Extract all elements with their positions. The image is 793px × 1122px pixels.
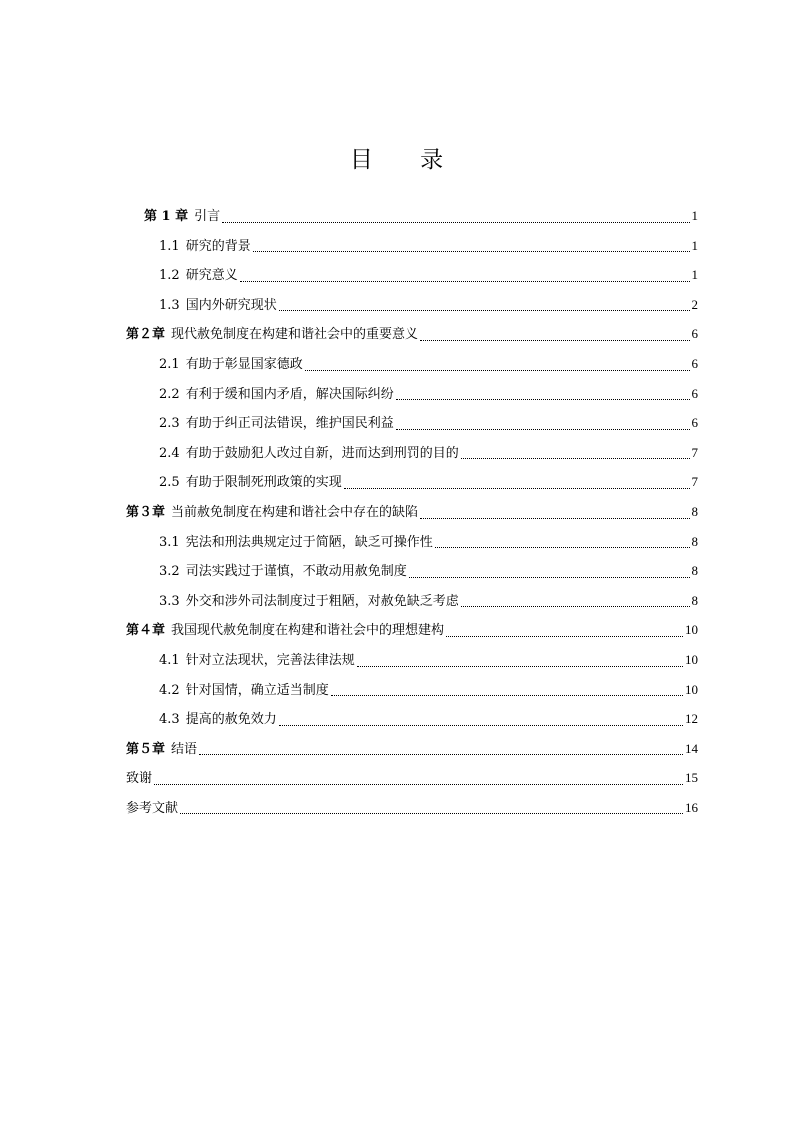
toc-entry-number: 4.1 [159,652,180,668]
toc-entry[interactable] [126,527,698,557]
toc-entry-label [159,439,459,469]
toc-entry[interactable] [126,260,698,290]
toc-entry-label [126,764,152,794]
toc-entry-text: 针对立法现状，完善法律法规 [185,652,355,668]
toc-dot-leader [420,517,689,519]
toc-entry[interactable] [126,319,698,349]
toc-entry-label [159,409,394,439]
toc-entry-number: 1.1 [159,238,180,254]
toc-entry[interactable] [126,615,698,645]
toc-entry-text: 现代赦免制度在构建和谐社会中的重要意义 [171,327,419,343]
toc-entry[interactable] [126,497,698,527]
toc-entry-text: 研究的背景 [185,238,251,254]
toc-entry-text: 引言 [194,209,221,224]
toc-entry-label [159,587,459,617]
toc-dot-leader [420,339,689,341]
toc-entry-page-number: 6 [691,326,698,342]
toc-entry[interactable] [126,763,698,793]
toc-entry-page-number: 14 [685,740,698,756]
toc-entry-text: 有助于纠正司法错误，维护国民利益 [185,416,394,432]
toc-entry-text: 针对国情，确立适当制度 [185,682,329,698]
toc-entry[interactable] [126,349,698,379]
toc-dot-leader [396,428,690,430]
toc-entry[interactable] [126,793,698,823]
toc-entry-page-number: 6 [691,415,698,431]
toc-entry-number: 4.3 [159,712,180,728]
toc-entry-number: 3.3 [159,593,180,609]
toc-dot-leader [409,576,690,578]
toc-entry-page-number: 15 [685,770,698,786]
toc-entry-number: 第４章 [126,623,166,639]
toc-dot-leader [461,605,690,607]
toc-entry[interactable] [126,408,698,438]
toc-entry-page-number: 16 [685,799,698,815]
toc-entry[interactable] [126,201,698,231]
toc-entry-text: 国内外研究现状 [185,297,277,313]
toc-entry-label [159,646,355,676]
toc-entry-page-number: 1 [691,267,698,283]
toc-entry-label [144,202,220,232]
toc-entry-page-number: 8 [691,563,698,579]
toc-entry[interactable] [126,704,698,734]
toc-entry[interactable] [126,734,698,764]
toc-entry-number: 2.2 [159,386,180,402]
toc-entry-page-number: 8 [691,533,698,549]
toc-dot-leader [154,783,683,785]
toc-entry-page-number: 1 [691,237,698,253]
toc-entry-page-number: 8 [691,503,698,519]
toc-dot-leader [199,753,683,755]
toc-entry-number: 2.3 [159,416,180,432]
toc-entry-page-number: 2 [691,296,698,312]
toc-entry-page-number: 10 [685,651,698,667]
toc-dot-leader [446,635,683,637]
toc-entry-number: 第５章 [126,741,166,757]
toc-entry[interactable] [126,379,698,409]
toc-entry-text: 研究意义 [185,268,238,284]
toc-entry-number: 2.5 [159,475,180,491]
toc-entry-text: 宪法和刑法典规定过于简陋，缺乏可操作性 [185,534,433,550]
toc-entry-page-number: 7 [691,444,698,460]
toc-entry-label [126,320,418,350]
toc-entry-number: 第 1 章 [144,209,189,224]
toc-entry-number: 3.2 [159,564,180,580]
toc-entry-number: 1.2 [159,268,180,284]
toc-entry-number: 第３章 [126,504,166,520]
toc-entry[interactable] [126,438,698,468]
toc-entry[interactable] [126,231,698,261]
toc-entry-text: 司法实践过于谨慎，不敢动用赦免制度 [185,564,407,580]
toc-entry-label [126,735,197,765]
toc-entry-text: 有助于彰显国家德政 [185,356,303,372]
page-title: 目 录 [349,147,464,173]
toc-entry-label [159,676,329,706]
toc-dot-leader [461,457,690,459]
toc-entry-number: 4.2 [159,682,180,698]
toc-entry-label [159,468,342,498]
toc-dot-leader [331,694,683,696]
toc-entry-label [126,794,178,824]
toc-entry-label [159,232,251,262]
toc-entry-text: 结语 [171,741,198,757]
toc-entry-text: 致谢 [126,771,153,787]
toc-entry-text: 有助于限制死刑政策的实现 [185,475,342,491]
toc-dot-leader [279,309,690,311]
toc-entry-label [159,705,277,735]
toc-entry-page-number: 8 [691,592,698,608]
toc-entry-text: 外交和涉外司法制度过于粗陋，对赦免缺乏考虑 [185,593,459,609]
toc-entry-page-number: 10 [685,622,698,638]
toc-dot-leader [305,369,690,371]
table-of-contents [126,201,698,822]
toc-entry-label [159,380,394,410]
toc-entry-number: 3.1 [159,534,180,550]
toc-entry[interactable] [126,675,698,705]
toc-entry[interactable] [126,645,698,675]
toc-entry-text: 有利于缓和国内矛盾，解决国际纠纷 [185,386,394,402]
toc-entry-page-number: 10 [685,681,698,697]
toc-entry-label [159,350,303,380]
toc-entry-number: 第２章 [126,327,166,343]
toc-entry-number: 2.1 [159,356,180,372]
toc-entry-text: 提高的赦免效力 [185,712,277,728]
toc-entry[interactable] [126,556,698,586]
toc-dot-leader [180,812,683,814]
toc-entry-page-number: 1 [691,208,698,223]
toc-entry-page-number: 6 [691,355,698,371]
toc-dot-leader [279,724,683,726]
toc-entry-page-number: 6 [691,385,698,401]
toc-entry-label [159,291,277,321]
toc-entry-label [126,498,418,528]
toc-entry-page-number: 12 [685,711,698,727]
toc-entry-label [159,528,433,558]
toc-entry-text: 当前赦免制度在构建和谐社会中存在的缺陷 [171,504,419,520]
toc-entry[interactable] [126,586,698,616]
toc-dot-leader [240,280,690,282]
toc-dot-leader [222,221,689,223]
toc-entry-label [159,557,407,587]
toc-dot-leader [435,546,690,548]
toc-dot-leader [253,250,690,252]
toc-entry-text: 有助于鼓励犯人改过自新，进而达到刑罚的目的 [185,445,459,461]
toc-entry-number: 1.3 [159,297,180,313]
toc-entry-label [159,261,238,291]
toc-dot-leader [396,398,690,400]
toc-dot-leader [357,665,683,667]
toc-entry[interactable] [126,467,698,497]
toc-entry-label [126,616,444,646]
toc-entry-text: 参考文献 [126,800,179,816]
toc-entry-number: 2.4 [159,445,180,461]
toc-dot-leader [344,487,690,489]
toc-entry-page-number: 7 [691,474,698,490]
toc-entry-text: 我国现代赦免制度在构建和谐社会中的理想建构 [171,623,445,639]
toc-entry[interactable] [126,290,698,320]
